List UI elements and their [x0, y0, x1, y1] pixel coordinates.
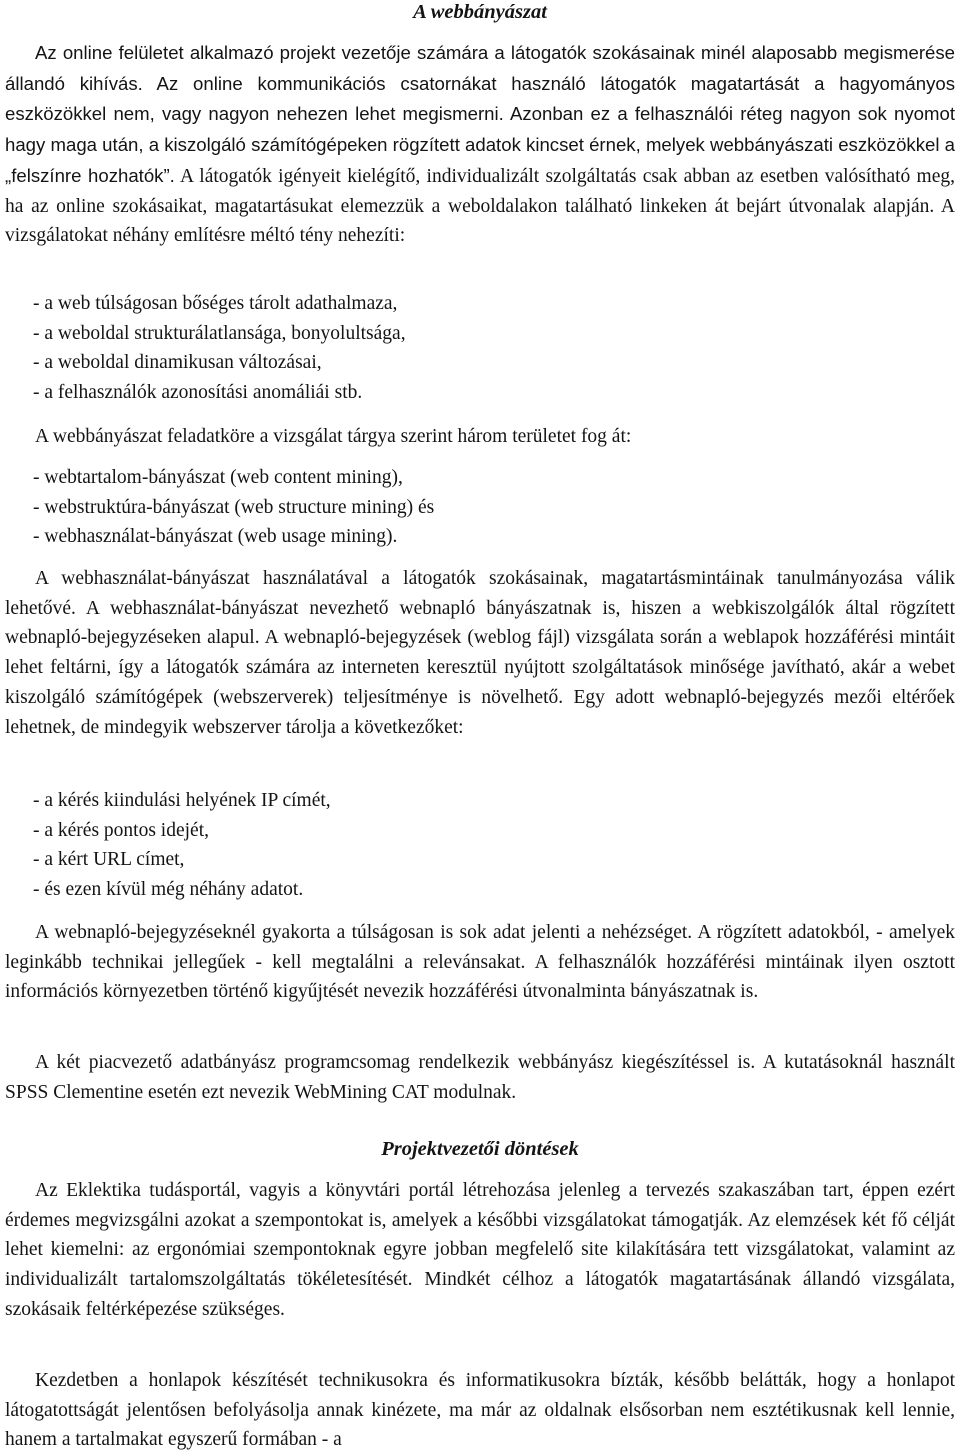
section-title-webbanyaszat: A webbányászat	[413, 1, 547, 23]
list-item: - a felhasználók azonosítási anomáliái stb.	[33, 378, 960, 408]
list-item: - webstruktúra-bányászat (web structure mining) és	[33, 493, 960, 523]
paragraph-homepages: Kezdetben a honlapok készítését technikusokra és informatikusokra bízták, később belátták, hogy a honlapot látogatottságát jelentősen befolyásolja annak kinézete, ma már az oldalnak elsősorban nem esztétikusnak kell lennie, hanem a tartalmakat egyszerű formában - a	[5, 1370, 955, 1451]
paragraph-log-entries: A webnapló-bejegyzéseknél gyakorta a túlságosan is sok adat jelenti a nehézséget. A rögzített adatokból, - amelyek leginkább technikai jellegűek - kell megtalálni a relevánsakat. A felhasználók hozzáférési mintáinak ilyen osztott információs környezetben történő kigyűjtését nevezik hozzáférési útvonalminta bányászatnak is.	[5, 922, 955, 1003]
list-item: - a weboldal dinamikusan változásai,	[33, 348, 960, 378]
mining-types-list	[5, 463, 960, 552]
paragraph-eklektika: Az Eklektika tudásportál, vagyis a könyvtári portál létrehozása jelenleg a tervezés szakaszában tart, éppen ezért érdemes megvizsgálni azokat a szempontokat is, amelyek a későbbi vizsgálatokat támogatják. Az elemzések két fő célját lehet kiemelni: az ergonómiai szempontoknak egyre jobban megfelelő site kilakítására tett vizsgálatokat, valamint az individualizált tartalomszolgáltatás tökéletesítését. Mindkét célhoz a látogatók magatartásának állandó vizsgálata, szokásaik feltérképezése szükséges.	[5, 1180, 955, 1320]
list-item: - és ezen kívül még néhány adatot.	[33, 875, 960, 905]
paragraph-scope: A webbányászat feladatköre a vizsgálat tárgya szerint három területet fog át:	[35, 426, 632, 447]
list-item: - a kérés pontos idejét,	[33, 816, 960, 846]
paragraph-software: A két piacvezető adatbányász programcsomag rendelkezik webbányász kiegészítéssel is. A kutatásoknál használt SPSS Clementine esetén ezt nevezik WebMining CAT modulnak.	[5, 1052, 955, 1103]
paragraph-intro-sans-part: Az online felületet alkalmazó projekt vezetője számára a látogatók szokásainak minél alaposabb megismerése állandó kihívás. Az online kommunikációs csatornákat használó látogatók magatartását a hagyományos eszközökkel nem, vagy nagyon nehezen lehet megismerni. Azonban ez a felhasználói réteg nagyon sok nyomot hagy maga után, a kiszolgáló számítógépeken rögzített adatok kincset érnek, melyek webbányászati eszközökkel a „felszínre hozhatók”.	[5, 42, 955, 186]
log-fields-list	[5, 786, 960, 904]
list-item: - webhasználat-bányászat (web usage mining).	[33, 522, 960, 552]
section-title-projektvezetoi: Projektvezetői döntések	[381, 1138, 579, 1160]
list-item: - a kérés kiindulási helyének IP címét,	[33, 786, 960, 816]
paragraph-intro	[5, 38, 955, 251]
paragraph-intro-serif-part: A látogatók igényeit kielégítő, individualizált szolgáltatás csak abban az esetben valósítható meg, ha az online szokásaikat, magatartásukat elemezzük a weboldalakon található linkeken át bejárt útvonalak alapján. A vizsgálatokat néhány említésre méltó tény nehezíti:	[5, 165, 956, 247]
list-item: - webtartalom-bányászat (web content mining),	[33, 463, 960, 493]
paragraph-usage-mining: A webhasználat-bányászat használatával a látogatók szokásainak, magatartásmintáinak tanulmányozása válik lehetővé. A webhasználat-bányászat nevezhető webnapló bányászatnak is, hiszen a webkiszolgálók által rögzített webnapló-bejegyzéseken alapul. A webnapló-bejegyzések (weblog fájl) vizsgálata során a weblapok hozzáférési mintáit lehet feltárni, így a látogatók számára az interneten keresztül nyújtott szolgáltatások minősége javítható, akár a webet kiszolgáló számítógépek (webszerverek) teljesítménye is növelhető. Egy adott webnapló-bejegyzés mezői eltérőek lehetnek, de mindegyik webszerver tárolja a következőket:	[5, 568, 955, 738]
list-item: - a kért URL címet,	[33, 845, 960, 875]
list-item: - a weboldal strukturálatlansága, bonyolultsága,	[33, 319, 960, 349]
paragraph-homepages-container	[5, 1366, 955, 1456]
list-item: - a web túlságosan bőséges tárolt adathalmaza,	[33, 289, 960, 319]
difficulties-list	[5, 289, 960, 407]
